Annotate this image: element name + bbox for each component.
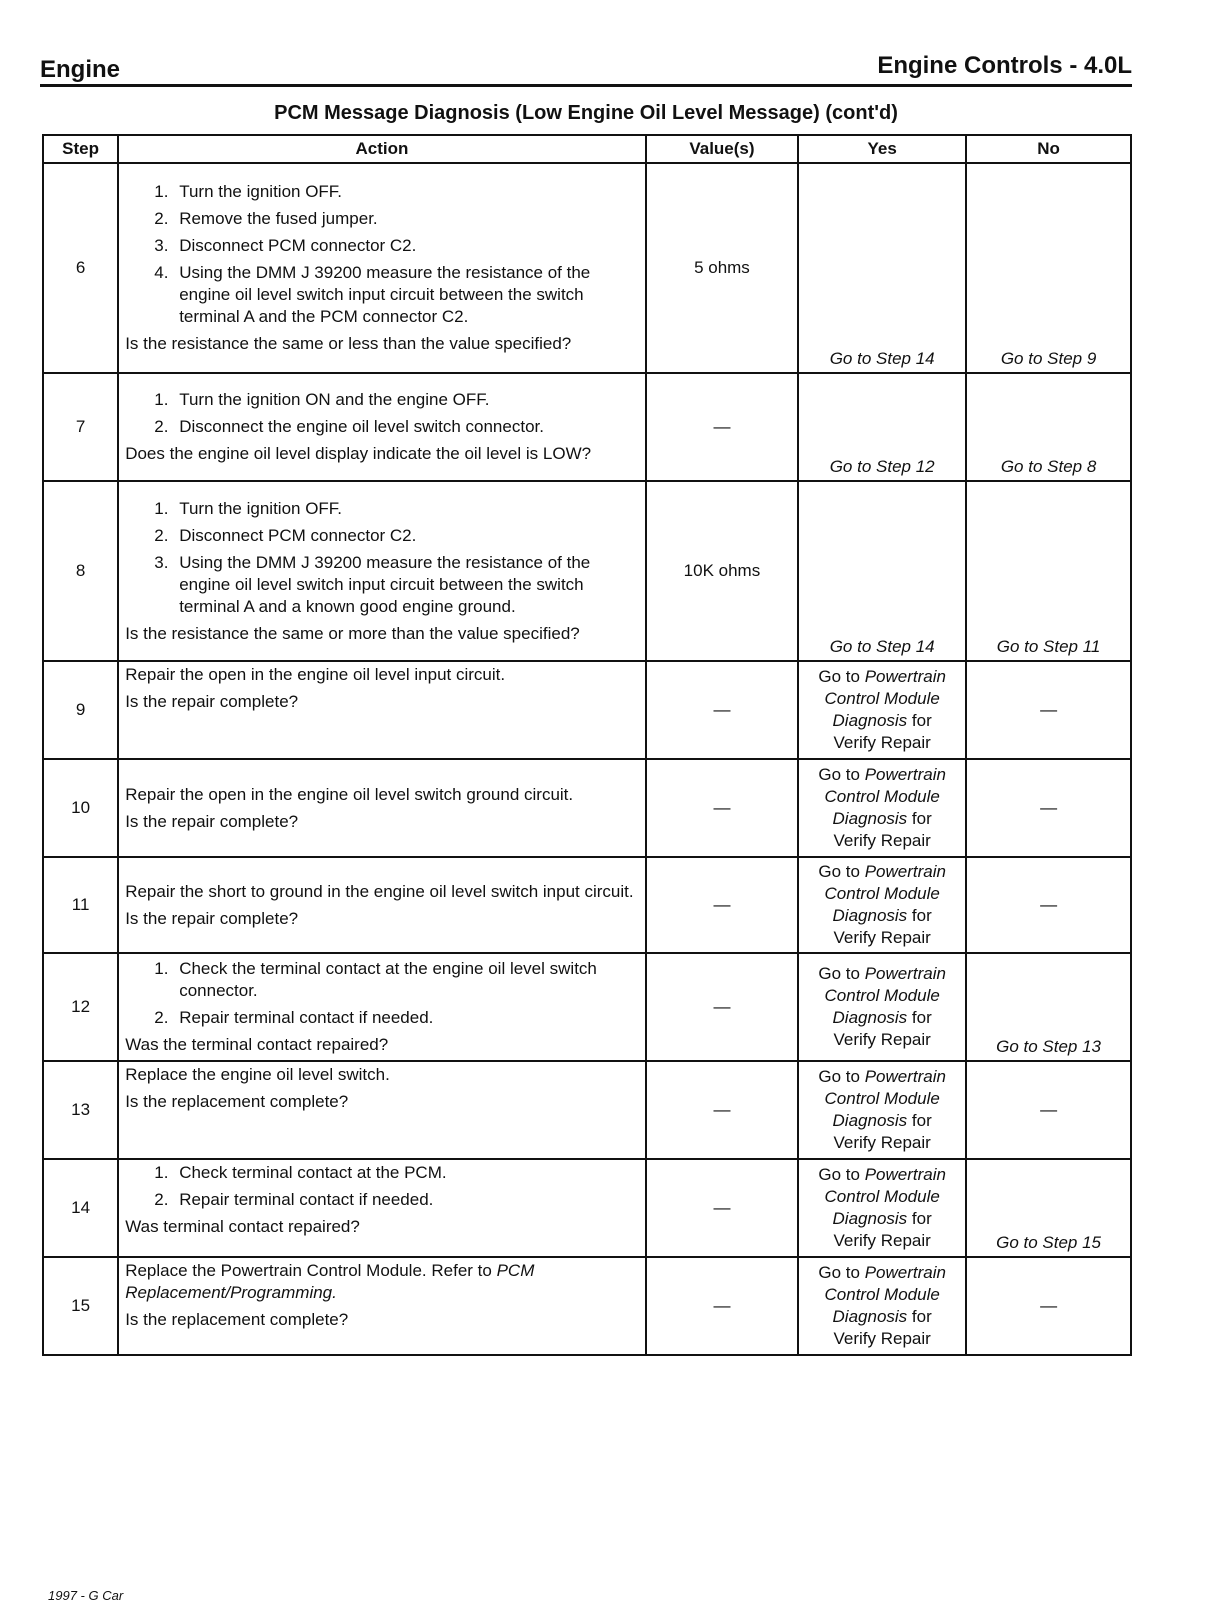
yes-cell xyxy=(798,953,966,1061)
action-cell xyxy=(118,1159,646,1257)
action-item: 3. Disconnect PCM connector C2. xyxy=(173,235,639,257)
no-cell: Go to Step 8 xyxy=(966,373,1131,481)
action-item: 1. Turn the ignition ON and the engine OFF. xyxy=(173,389,639,411)
col-values: Value(s) xyxy=(646,135,798,163)
yes-cell xyxy=(798,759,966,857)
yes-for: for xyxy=(911,711,932,730)
chapter-title: Engine Controls - 4.0L xyxy=(877,52,1132,79)
yes-verify-repair: Verify Repair xyxy=(833,928,931,947)
table-row xyxy=(43,857,1131,953)
action-question: Is the repair complete? xyxy=(125,692,299,711)
yes-goto: Go to xyxy=(818,667,860,686)
yes-powertrain: Powertrain xyxy=(864,1263,946,1282)
col-action: Action xyxy=(118,135,646,163)
yes-control-module: Control Module xyxy=(824,689,940,708)
yes-diagnosis: Diagnosis xyxy=(832,1008,908,1027)
action-cell xyxy=(118,1061,646,1159)
action-question: Is the repair complete? xyxy=(125,811,299,831)
value-cell: 10K ohms xyxy=(646,481,798,661)
action-cell xyxy=(118,953,646,1061)
yes-powertrain: Powertrain xyxy=(864,765,946,784)
yes-verify-repair: Verify Repair xyxy=(833,1329,931,1348)
no-cell: Go to Step 11 xyxy=(966,481,1131,661)
yes-for: for xyxy=(911,1209,932,1228)
no-cell: — xyxy=(966,1061,1131,1159)
yes-diagnosis: Diagnosis xyxy=(832,1307,908,1326)
step-number: 7 xyxy=(43,373,118,481)
yes-control-module: Control Module xyxy=(824,884,940,903)
action-statement: Repair the open in the engine oil level input circuit. xyxy=(125,665,506,684)
col-no: No xyxy=(966,135,1131,163)
value-cell: — xyxy=(646,373,798,481)
yes-powertrain: Powertrain xyxy=(864,667,946,686)
diagnosis-table xyxy=(42,134,1132,1356)
yes-goto: Go to xyxy=(818,964,860,983)
action-question: Is the repair complete? xyxy=(125,908,299,928)
action-item: 2. Disconnect PCM connector C2. xyxy=(173,525,639,547)
action-statement: Replace the engine oil level switch. xyxy=(125,1065,390,1084)
yes-cell: Go to Step 14 xyxy=(798,481,966,661)
value-cell: — xyxy=(646,1257,798,1355)
table-title: PCM Message Diagnosis (Low Engine Oil Level Message) (cont'd) xyxy=(274,102,898,124)
yes-cell: Go to Step 12 xyxy=(798,373,966,481)
yes-diagnosis: Diagnosis xyxy=(832,809,908,828)
yes-for: for xyxy=(911,1111,932,1130)
value-cell: — xyxy=(646,953,798,1061)
action-item: 1. Check the terminal contact at the engine oil level switch connector. xyxy=(173,958,639,1002)
yes-cell xyxy=(798,857,966,953)
yes-goto: Go to xyxy=(818,862,860,881)
yes-for: for xyxy=(911,809,932,828)
action-cell xyxy=(118,1257,646,1355)
yes-for: for xyxy=(911,1307,932,1326)
action-item: 2. Repair terminal contact if needed. xyxy=(173,1189,639,1211)
action-question: Is the replacement complete? xyxy=(125,1092,349,1111)
yes-powertrain: Powertrain xyxy=(864,1067,946,1086)
no-cell: Go to Step 9 xyxy=(966,163,1131,373)
action-question: Is the resistance the same or less than the value specified? xyxy=(125,334,572,353)
value-cell: — xyxy=(646,1159,798,1257)
action-statement xyxy=(125,1260,639,1304)
table-row xyxy=(43,953,1131,1061)
no-cell: — xyxy=(966,857,1131,953)
table-row xyxy=(43,661,1131,759)
yes-for: for xyxy=(911,1008,932,1027)
no-cell: — xyxy=(966,1257,1131,1355)
action-item: 2. Disconnect the engine oil level switch connector. xyxy=(173,416,639,438)
action-statement: Repair the open in the engine oil level switch ground circuit. xyxy=(125,784,574,804)
yes-cell xyxy=(798,1061,966,1159)
table-row xyxy=(43,1257,1131,1355)
step-number: 12 xyxy=(43,953,118,1061)
yes-cell xyxy=(798,1257,966,1355)
col-yes: Yes xyxy=(798,135,966,163)
no-cell: Go to Step 15 xyxy=(966,1159,1131,1257)
step-number: 15 xyxy=(43,1257,118,1355)
action-cell xyxy=(118,661,646,759)
no-cell: — xyxy=(966,759,1131,857)
yes-verify-repair: Verify Repair xyxy=(833,831,931,850)
yes-goto: Go to xyxy=(818,1165,860,1184)
statement-text: Replace the Powertrain Control Module. Refer to xyxy=(125,1261,492,1280)
step-number: 6 xyxy=(43,163,118,373)
action-cell xyxy=(118,373,646,481)
yes-diagnosis: Diagnosis xyxy=(832,711,908,730)
table-row xyxy=(43,163,1131,373)
action-item: 1. Turn the ignition OFF. xyxy=(173,181,639,203)
action-question: Is the replacement complete? xyxy=(125,1310,349,1329)
value-cell: — xyxy=(646,1061,798,1159)
action-item: 2. Remove the fused jumper. xyxy=(173,208,639,230)
action-item: 3. Using the DMM J 39200 measure the resistance of the engine oil level switch input circuit between the switch terminal A and a known good engine ground. xyxy=(173,552,639,618)
no-cell: Go to Step 13 xyxy=(966,953,1131,1061)
action-item: 1. Check terminal contact at the PCM. xyxy=(173,1162,639,1184)
yes-goto: Go to xyxy=(818,1263,860,1282)
action-cell xyxy=(118,481,646,661)
action-item: 1. Turn the ignition OFF. xyxy=(173,498,639,520)
action-question: Does the engine oil level display indicate the oil level is LOW? xyxy=(125,444,592,463)
step-number: 10 xyxy=(43,759,118,857)
page-footer: 1997 - G Car xyxy=(48,1588,124,1603)
yes-for: for xyxy=(911,906,932,925)
yes-control-module: Control Module xyxy=(824,986,940,1005)
yes-verify-repair: Verify Repair xyxy=(833,1030,931,1049)
yes-verify-repair: Verify Repair xyxy=(833,1133,931,1152)
yes-verify-repair: Verify Repair xyxy=(833,1231,931,1250)
table-row xyxy=(43,373,1131,481)
no-cell: — xyxy=(966,661,1131,759)
yes-goto: Go to xyxy=(818,1067,860,1086)
table-row xyxy=(43,759,1131,857)
action-item: 4. Using the DMM J 39200 measure the resistance of the engine oil level switch input circuit between the switch terminal A and the PCM connector C2. xyxy=(173,262,639,328)
step-number: 8 xyxy=(43,481,118,661)
yes-control-module: Control Module xyxy=(824,1089,940,1108)
value-cell: — xyxy=(646,857,798,953)
yes-powertrain: Powertrain xyxy=(864,1165,946,1184)
value-cell: — xyxy=(646,661,798,759)
action-question: Is the resistance the same or more than the value specified? xyxy=(125,623,580,643)
yes-control-module: Control Module xyxy=(824,1187,940,1206)
yes-cell xyxy=(798,1159,966,1257)
action-question: Was the terminal contact repaired? xyxy=(125,1035,389,1054)
pcm-replacement-ref: PCM Replacement/Programming. xyxy=(125,1261,535,1302)
yes-cell xyxy=(798,661,966,759)
step-number: 11 xyxy=(43,857,118,953)
table-row xyxy=(43,1159,1131,1257)
yes-diagnosis: Diagnosis xyxy=(832,1111,908,1130)
step-number: 13 xyxy=(43,1061,118,1159)
yes-powertrain: Powertrain xyxy=(864,862,946,881)
action-item: 2. Repair terminal contact if needed. xyxy=(173,1007,639,1029)
action-statement: Repair the short to ground in the engine oil level switch input circuit. xyxy=(125,881,634,901)
section-title: Engine xyxy=(40,56,121,83)
yes-control-module: Control Module xyxy=(824,787,940,806)
header-rule xyxy=(40,84,1132,87)
table-header-row xyxy=(43,135,1131,163)
step-number: 14 xyxy=(43,1159,118,1257)
yes-goto: Go to xyxy=(818,765,860,784)
yes-control-module: Control Module xyxy=(824,1285,940,1304)
action-question: Was terminal contact repaired? xyxy=(125,1217,360,1236)
action-cell xyxy=(118,163,646,373)
value-cell: — xyxy=(646,759,798,857)
value-cell: 5 ohms xyxy=(646,163,798,373)
yes-diagnosis: Diagnosis xyxy=(832,906,908,925)
action-cell xyxy=(118,857,646,953)
yes-verify-repair: Verify Repair xyxy=(833,733,931,752)
table-row xyxy=(43,1061,1131,1159)
step-number: 9 xyxy=(43,661,118,759)
yes-powertrain: Powertrain xyxy=(864,964,946,983)
yes-diagnosis: Diagnosis xyxy=(832,1209,908,1228)
yes-cell: Go to Step 14 xyxy=(798,163,966,373)
col-step: Step xyxy=(43,135,118,163)
action-cell xyxy=(118,759,646,857)
table-row xyxy=(43,481,1131,661)
